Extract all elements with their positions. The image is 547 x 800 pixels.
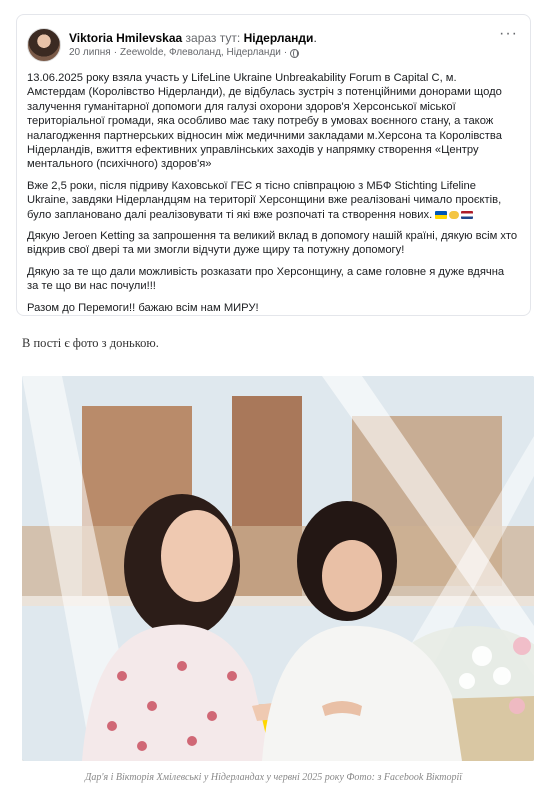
author-block (69, 30, 317, 60)
post-meta (69, 46, 317, 60)
post-paragraph (27, 179, 518, 222)
article-photo (22, 376, 534, 761)
post-paragraph: Дякую за те що дали можливість розказати про Херсонщину, а саме головне я дуже вдячна за те що ви нас почули!!! (27, 265, 505, 293)
globe-icon (290, 49, 299, 58)
article-note: В пості є фото з донькою. (22, 336, 159, 350)
post-header (27, 25, 518, 65)
post-paragraph-text: Вже 2,5 роки, після підриву Каховської ГЕС я тісно співпрацюю з МБФ Stichting Lifeline Ukraine, завдяки Нідерландцям на території Херсонщини вже реалізовані чимало проєктів, було заплановано далі реалізовувати ті які вже розпочаті та створення нових. (27, 179, 502, 221)
ukraine-flag-icon (435, 211, 447, 219)
post-date[interactable]: 20 липня (69, 47, 111, 58)
location-suffix: . (313, 31, 317, 45)
avatar[interactable] (27, 28, 61, 62)
netherlands-flag-icon (461, 211, 473, 219)
author-line (69, 30, 317, 46)
meta-separator: · (283, 47, 288, 58)
flags-emoji (435, 211, 473, 219)
facebook-post-card (16, 14, 531, 316)
post-paragraph: 13.06.2025 року взяла участь у LifeLine Ukraine Unbreakability Forum в Capital C, м. Амстердам (Королівство Нідерланди), де відбулась зустріч з потенційними донорами щодо залучення гуманітарної допомоги для галузі охорони здоров'я Херсонської міської територіальної громади, яка особливо має таку потребу в умовах воєнного стану, а також налагодження партнерських відносин між медичними закладами м.Херсона та Королівства Нідерландів, вжиття ефективних управлінських заходів у напрямку створення «Центру ментального (психічного) здоров'я» (27, 72, 502, 171)
meta-separator: · (113, 47, 118, 58)
post-place[interactable]: Zeewolde, Флеволанд, Нідерланди (120, 47, 281, 58)
location-name[interactable]: Нідерланди (243, 31, 314, 45)
author-name[interactable]: Viktoria Hmilevskaa (69, 31, 183, 45)
more-icon[interactable]: ··· (499, 25, 518, 42)
photo-caption: Дар'я і Вікторія Хмілевські у Нідерландах у червні 2025 року Фото: з Facebook Вікторії (84, 772, 463, 783)
post-paragraph: Разом до Перемоги!! бажаю всім нам МИРУ! (27, 301, 259, 314)
post-paragraph: Дякую Jeroen Ketting за запрошення та великий вклад в допомогу нашій країні, дякую всім хто відкрив свої двері та ми змогли відчути дуже щиру та потужну допомогу! (27, 230, 518, 257)
photo-illustration (22, 376, 534, 761)
location-prefix: зараз тут: (185, 31, 241, 45)
handshake-icon (449, 211, 459, 219)
post-body (27, 71, 518, 315)
